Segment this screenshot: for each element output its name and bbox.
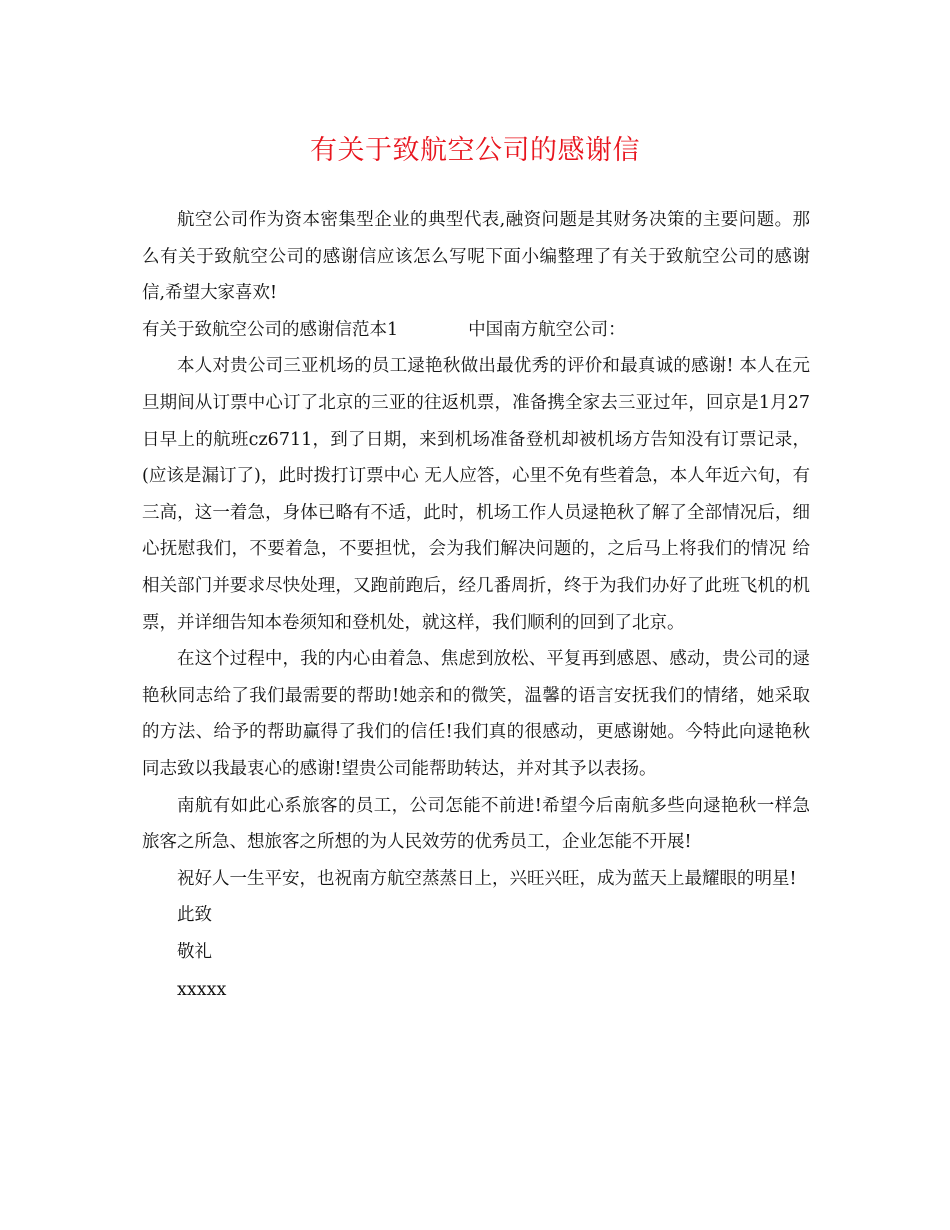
body-paragraph-2: 在这个过程中，我的内心由着急、焦虑到放松、平复再到感恩、感动，贵公司的逯艳秋同志给了我们最需要的帮助!她亲和的微笑，温馨的语言安抚我们的情绪，她采取的方法、给予的帮助赢得了我们的信任!我们真的很感动，更感谢她。今特此向逯艳秋同志致以我最衷心的感谢!望贵公司能帮助转达，并对其予以表扬。 (142, 649, 810, 779)
closing-line-2: 敬礼 (177, 941, 212, 962)
closing-line-1: 此致 (177, 905, 212, 926)
document-title: 有关于致航空公司的感谢信 (310, 135, 640, 166)
intro-paragraph: 航空公司作为资本密集型企业的典型代表,融资问题是其财务决策的主要问题。那么有关于致航空公司的感谢信应该怎么写呢下面小编整理了有关于致航空公司的感谢信,希望大家喜欢! (142, 210, 810, 304)
body-paragraph-1: 本人对贵公司三亚机场的员工逯艳秋做出最优秀的评价和最真诚的感谢! 本人在元旦期间从订票中心订了北京的三亚的往返机票，准备携全家去三亚过年，回京是1月27日早上的航班cz6711，到了日期，来到机场准备登机却被机场方告知没有订票记录，(应该是漏订了)，此时拨打订票中心 无人应答，心里不免有些着急，本人年近六旬，有三高，这一着急，身体已略有不适，此时，机场工作人员逯艳秋了解了全部情况后，细心抚慰我们，不要着急，不要担忧，会为我们解决问题的，之后马上将我们的情况 给相关部门并要求尽快处理，又跑前跑后，经几番周折，终于为我们办好了此班飞机的机票，并详细告知本卷须知和登机处，就这样，我们顺利的回到了北京。 (142, 356, 810, 633)
sample-heading: 有关于致航空公司的感谢信范本1 (142, 319, 399, 340)
signature: xxxxx (177, 980, 227, 1001)
salutation: 中国南方航空公司： (468, 319, 626, 340)
document-body (142, 202, 810, 1009)
sample-heading-line (142, 312, 810, 349)
body-paragraph-3: 南航有如此心系旅客的员工，公司怎能不前进!希望今后南航多些向逯艳秋一样急旅客之所急、想旅客之所想的为人民效劳的优秀员工，企业怎能不开展! (142, 795, 810, 853)
body-paragraph-4: 祝好人一生平安，也祝南方航空蒸蒸日上，兴旺兴旺，成为蓝天上最耀眼的明星! (177, 868, 797, 889)
